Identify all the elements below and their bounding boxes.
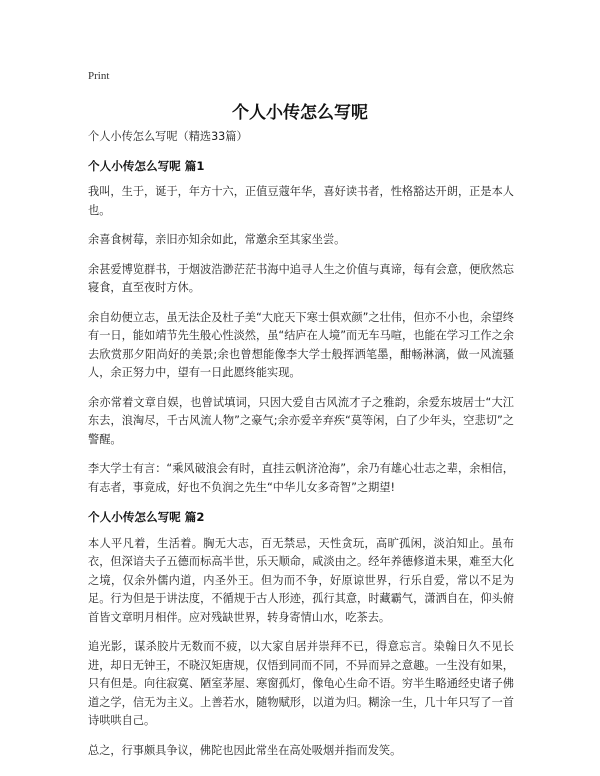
paragraph: 余亦常着文章自娱，也曾试填词，只因大爱自古风流才子之雅韵，余爱东坡居士“大江东去，浪淘尽，千古风流人物”之豪气;余亦爱辛弃疾“莫等闲，白了少年头，空悲切”之警醒。 <box>88 395 514 446</box>
paragraph: 本人平凡着，生活着。胸无大志，百无禁忌，天性贪玩，高旷孤闲，淡泊知止。虽布衣，但深谙夫子五德而标高半世，乐天顺命，咸淡由之。经年养德修道未果，难至大化之境，仅余外儒内道，内圣外王。但为而不争，好原谅世界，行乐自爱，常以不足为足。行为但是于讲法度，不循规于古人形迹，孤行其意，时藏霸气，潇洒自在，仰头俯首皆文章明月相伴。应对残缺世界，转身寄情山水，吃茶去。 <box>88 536 514 624</box>
paragraph: 我叫，生于，诞于，年方十六，正值豆蔻年华，喜好读书者，性格豁达开朗，正是本人也。 <box>88 185 514 217</box>
section-2 <box>88 508 514 760</box>
section-heading: 个人小传怎么写呢 篇1 <box>88 158 205 173</box>
paragraph: 余自幼便立志，虽无法企及杜子美“大庇天下寒士俱欢颜”之壮伟，但亦不小也，余望终有一日，能如靖节先生般心性淡然，虽“结庐在人境”而无车马喧，也能在学习工作之余去欣赏那夕阳尚好的美景;余也曾想能像李大学士般挥洒笔墨，酣畅淋漓，做一风流骚人，余正努力中，望有一日此愿终能实现。 <box>88 310 514 379</box>
paragraph: 余喜食树莓，亲旧亦知余如此，常邀余至其家坐尝。 <box>88 233 346 246</box>
section-heading: 个人小传怎么写呢 篇2 <box>88 510 205 524</box>
paragraph: 追光影，谋杀胶片无数而不疲，以大家自居并崇拜不已，得意忘言。染翰日久不见长进，却日无钟王，不晓汉矩唐规，仅悟到同而不同，不异而异之意趣。一生没有如果，只有但是。向往寂寞、陋室茅屋、寒窗孤灯，像龟心生命不语。穷半生略通经史诸子佛道之学，信无为主义。上善若水，随物赋形，以道为归。糊涂一生，几十年只写了一首诗哄哄自己。 <box>88 640 514 727</box>
article-body <box>88 128 514 771</box>
paragraph: 总之，行事颇具争议，佛陀也因此常坐在高处吸烟并指而发笑。 <box>88 743 402 757</box>
print-link[interactable]: Print <box>88 70 110 82</box>
section-1 <box>88 157 514 498</box>
paragraph: 余甚爱博览群书，于烟波浩渺茫茫书海中追寻人生之价值与真谛，每有会意，便欣然忘寝食，直至夜时方休。 <box>88 262 514 294</box>
article-subtitle: 个人小传怎么写呢（精选33篇） <box>88 130 248 143</box>
page-title: 个人小传怎么写呢 <box>232 103 368 123</box>
paragraph: 李大学士有言：“乘风破浪会有时，直挂云帆济沧海”，余乃有雄心壮志之辈，余相信，有志者，事竟成，好也不负润之先生“中华儿女多奇智”之期望! <box>88 462 514 494</box>
